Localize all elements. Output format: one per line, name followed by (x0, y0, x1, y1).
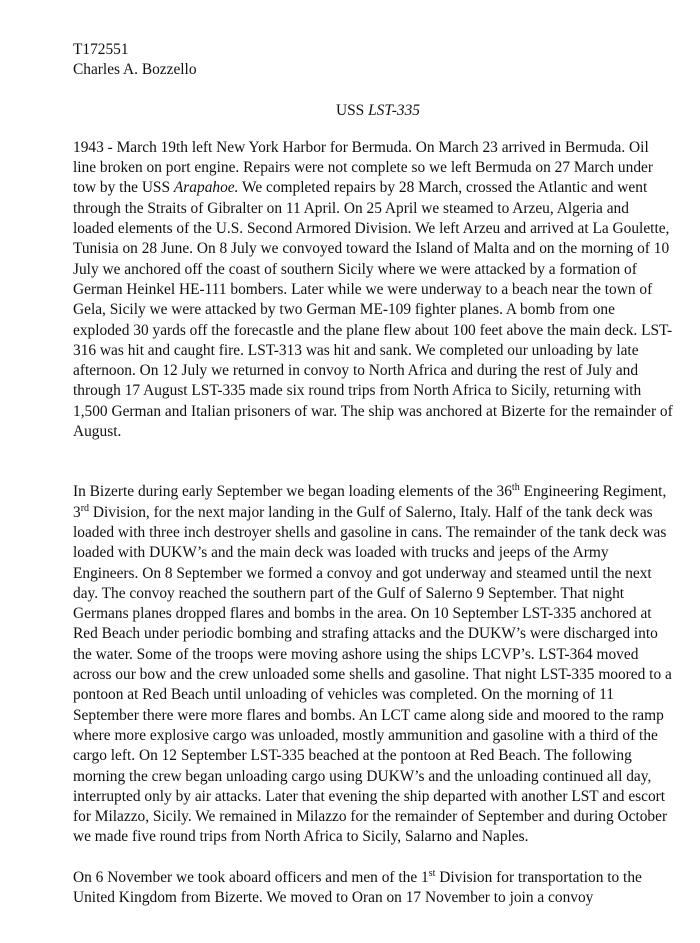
para3-text-b: Division for transportation to the United Kingdom from Bizerte. We moved to Oran on 17 November to join a convoy (73, 868, 642, 906)
document-page (73, 40, 673, 908)
title-prefix: USS (336, 101, 369, 119)
para3-text-a: On 6 November we took aboard officers and men of the 1 (73, 868, 429, 886)
paragraph-salerno-landing (73, 482, 673, 847)
document-title (73, 101, 673, 121)
paragraph-1943-mediterranean (73, 138, 673, 442)
para1-text-b: We completed repairs by 28 March, crossed the Atlantic and went through the Straits of Gibralter on 11 April. On 25 April we steamed to Arzeu, Algeria and loaded elements of the U.S. Second Armored Division. We left Arzeu and arrived at La Goulette, Tunisia on 28 June. On 8 July we convoyed toward the Island of Malta and on the morning of 10 July we anchored off the coast of southern Sicily where we were attacked by a formation of German Heinkel HE-111 bombers. Later while we were underway to a beach near the town of Gela, Sicily we were attacked by two German ME-109 fighter planes. A bomb from one exploded 30 yards off the forecastle and the plane flew about 100 feet above the main deck. LST-316 was hit and caught fire. LST-313 was hit and sank. We completed our unloading by late afternoon. On 12 July we returned in convoy to North Africa and during the rest of July and through 17 August LST-335 made six round trips from North Africa to Sicily, returning with 1,500 German and Italian prisoners of war. The ship was anchored at Bizerte for the remainder of August. (73, 179, 673, 441)
title-ship-name: LST-335 (368, 101, 420, 119)
para1-ship-name: Arapahoe. (173, 179, 239, 197)
author-name: Charles A. Bozzello (73, 61, 197, 79)
para1-text-a: 1943 - March 19th left New York Harbor for Bermuda. On March 23 arrived in Bermuda. Oil line broken on port engine. Repairs were not complete so we left Bermuda on 27 March under tow by the USS (73, 138, 653, 197)
para2-sup-th: th (511, 482, 520, 494)
para2-sup-rd: rd (80, 502, 90, 514)
paragraph-november-transport (73, 868, 673, 909)
para3-sup-st: st (428, 867, 436, 879)
para2-text-c: Division, for the next major landing in the Gulf of Salerno, Italy. Half of the tank deck was loaded with three inch destroyer shells and gasoline in cans. The remainder of the tank deck was loaded with DUKW’s and the main deck was loaded with trucks and jeeps of the Army Engineers. On 8 September we formed a convoy and got underway and steamed until the next day. The convoy reached the southern part of the Gulf of Salerno 9 September. That night Germans planes dropped flares and bombs in the area. On 10 September LST-335 anchored at Red Beach under periodic bombing and strafing attacks and the DUKW’s were discharged into the water. Some of the troops were moving ashore using the ships LCVP’s. LST-364 moved across our bow and the crew unloaded some shells and gasoline. That night LST-335 moored to a pontoon at Red Beach until unloading of vehicles was completed. On the morning of 11 September there were more flares and bombs. An LCT came along side and moored to the ramp where more explosive cargo was unloaded, mostly ammunition and gasoline with a third of the cargo left. On 12 September LST-335 beached at the pontoon at Red Beach. The following morning the crew began unloading cargo using DUKW’s and the unloading continued all day, interrupted only by air attacks. Later that evening the ship departed with another LST and escort for Milazzo, Sicily. We remained in Milazzo for the remainder of September and during October we made five round trips from North Africa to Sicily, Salarno and Naples. (73, 503, 672, 846)
document-id: T172551 (73, 41, 129, 58)
para2-text-b: Engineering Regiment, 3 (73, 483, 667, 521)
para2-text-a: In Bizerte during early September we began loading elements of the 36 (73, 483, 512, 501)
